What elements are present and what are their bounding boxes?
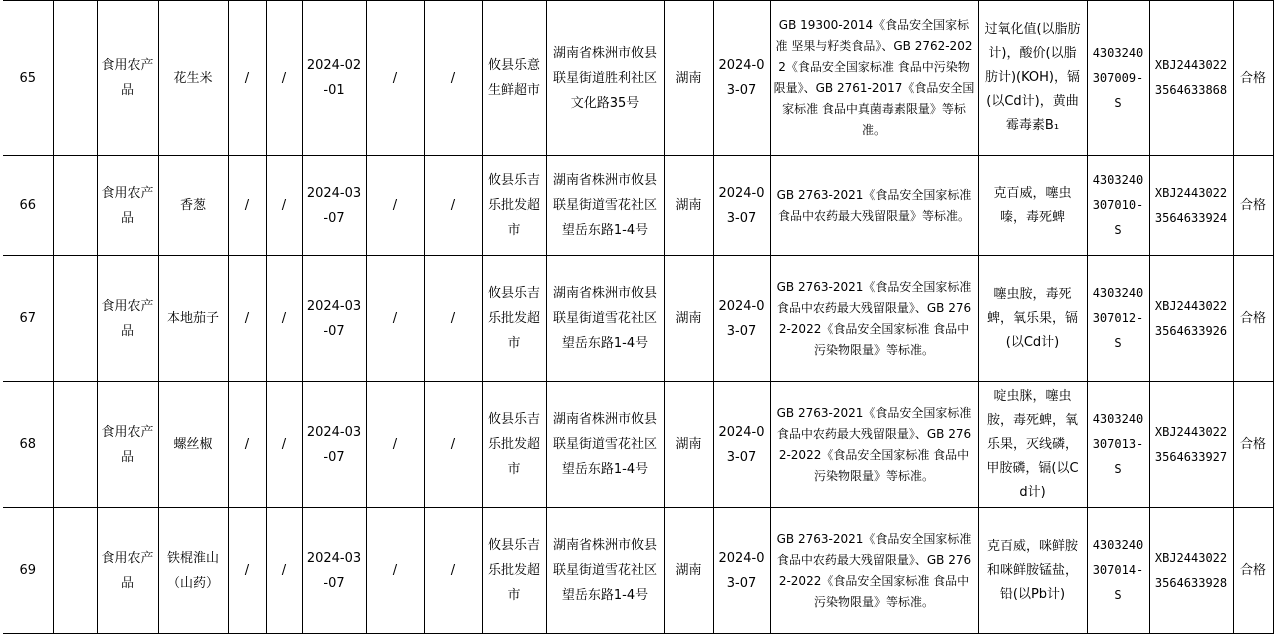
empty-cell [53,1,97,156]
test-items-cell: 克百威，噻虫嗪，毒死蜱 [978,156,1087,256]
manufacturer-cell: / [366,156,424,256]
manufacturer-cell: / [366,508,424,634]
spec-cell: / [228,382,266,508]
result-cell: 合格 [1233,382,1273,508]
province-cell: 湖南 [664,1,713,156]
category-cell: 食用农产品 [97,508,158,634]
standard-cell: GB 19300-2014《食品安全国家标准 坚果与籽类食品》、GB 2762-2022《食品安全国家标准 食品中污染物限量》、GB 2761-2017《食品安全国家标准 食品中真菌毒素限量》等标准。 [770,1,978,156]
manufacturer-address-cell: / [424,256,482,382]
standard-cell: GB 2763-2021《食品安全国家标准 食品中农药最大残留限量》等标准。 [770,156,978,256]
production-date-cell: 2024-02-01 [302,1,366,156]
brand-cell: / [266,156,302,256]
report-number-cell: 4303240307013-S [1087,382,1149,508]
row-number-cell: 65 [3,1,53,156]
production-date-cell: 2024-03-07 [302,382,366,508]
result-cell: 合格 [1233,256,1273,382]
empty-cell [53,382,97,508]
brand-cell: / [266,1,302,156]
sample-number-cell: XBJ24430223564633926 [1149,256,1233,382]
table-row [3,1,1273,156]
report-number-cell: 4303240307010-S [1087,156,1149,256]
province-cell: 湖南 [664,382,713,508]
production-date-cell: 2024-03-07 [302,256,366,382]
result-cell: 合格 [1233,508,1273,634]
inspection-results-table [3,0,1274,634]
sampled-address-cell: 湖南省株洲市攸县联星街道雪花社区望岳东路1-4号 [546,382,664,508]
result-cell: 合格 [1233,1,1273,156]
manufacturer-cell: / [366,256,424,382]
province-cell: 湖南 [664,256,713,382]
category-cell: 食用农产品 [97,1,158,156]
production-date-cell: 2024-03-07 [302,156,366,256]
manufacturer-address-cell: / [424,1,482,156]
product-name-cell: 花生米 [158,1,228,156]
product-name-cell: 铁棍淮山（山药） [158,508,228,634]
manufacturer-address-cell: / [424,508,482,634]
sample-number-cell: XBJ24430223564633924 [1149,156,1233,256]
empty-cell [53,508,97,634]
sampling-date-cell: 2024-03-07 [713,256,770,382]
sampling-date-cell: 2024-03-07 [713,156,770,256]
report-number-cell: 4303240307014-S [1087,508,1149,634]
sampled-address-cell: 湖南省株洲市攸县联星街道雪花社区望岳东路1-4号 [546,508,664,634]
test-items-cell: 过氧化值(以脂肪计)，酸价(以脂肪计)(KOH)，镉(以Cd计)，黄曲霉毒素B₁ [978,1,1087,156]
sampled-address-cell: 湖南省株洲市攸县联星街道胜利社区文化路35号 [546,1,664,156]
sampled-address-cell: 湖南省株洲市攸县联星街道雪花社区望岳东路1-4号 [546,256,664,382]
manufacturer-cell: / [366,382,424,508]
category-cell: 食用农产品 [97,382,158,508]
row-number-cell: 66 [3,156,53,256]
manufacturer-address-cell: / [424,156,482,256]
standard-cell: GB 2763-2021《食品安全国家标准 食品中农药最大残留限量》、GB 2762-2022《食品安全国家标准 食品中污染物限量》等标准。 [770,256,978,382]
manufacturer-address-cell: / [424,382,482,508]
row-number-cell: 69 [3,508,53,634]
report-number-cell: 4303240307009-S [1087,1,1149,156]
province-cell: 湖南 [664,508,713,634]
product-name-cell: 螺丝椒 [158,382,228,508]
spec-cell: / [228,1,266,156]
table-row [3,382,1273,508]
product-name-cell: 本地茄子 [158,256,228,382]
category-cell: 食用农产品 [97,256,158,382]
brand-cell: / [266,382,302,508]
manufacturer-cell: / [366,1,424,156]
spec-cell: / [228,256,266,382]
sampled-unit-cell: 攸县乐吉乐批发超市 [482,382,546,508]
standard-cell: GB 2763-2021《食品安全国家标准 食品中农药最大残留限量》、GB 2762-2022《食品安全国家标准 食品中污染物限量》等标准。 [770,508,978,634]
test-items-cell: 啶虫脒，噻虫胺，毒死蜱，氧乐果，灭线磷，甲胺磷，镉(以Cd计) [978,382,1087,508]
test-items-cell: 噻虫胺，毒死蜱，氧乐果，镉(以Cd计) [978,256,1087,382]
sampled-unit-cell: 攸县乐吉乐批发超市 [482,156,546,256]
province-cell: 湖南 [664,156,713,256]
row-number-cell: 68 [3,382,53,508]
brand-cell: / [266,508,302,634]
sampled-unit-cell: 攸县乐吉乐批发超市 [482,256,546,382]
row-number-cell: 67 [3,256,53,382]
category-cell: 食用农产品 [97,156,158,256]
sampling-date-cell: 2024-03-07 [713,382,770,508]
empty-cell [53,156,97,256]
test-items-cell: 克百威，咪鲜胺和咪鲜胺锰盐，铅(以Pb计) [978,508,1087,634]
sampled-address-cell: 湖南省株洲市攸县联星街道雪花社区望岳东路1-4号 [546,156,664,256]
sampled-unit-cell: 攸县乐吉乐批发超市 [482,508,546,634]
empty-cell [53,256,97,382]
brand-cell: / [266,256,302,382]
sampling-date-cell: 2024-03-07 [713,1,770,156]
spec-cell: / [228,508,266,634]
table-row [3,256,1273,382]
sample-number-cell: XBJ24430223564633927 [1149,382,1233,508]
result-cell: 合格 [1233,156,1273,256]
standard-cell: GB 2763-2021《食品安全国家标准 食品中农药最大残留限量》、GB 2762-2022《食品安全国家标准 食品中污染物限量》等标准。 [770,382,978,508]
sampled-unit-cell: 攸县乐意生鲜超市 [482,1,546,156]
sample-number-cell: XBJ24430223564633928 [1149,508,1233,634]
production-date-cell: 2024-03-07 [302,508,366,634]
sampling-date-cell: 2024-03-07 [713,508,770,634]
sample-number-cell: XBJ24430223564633868 [1149,1,1233,156]
product-name-cell: 香葱 [158,156,228,256]
spec-cell: / [228,156,266,256]
table-row [3,508,1273,634]
report-number-cell: 4303240307012-S [1087,256,1149,382]
table-row [3,156,1273,256]
